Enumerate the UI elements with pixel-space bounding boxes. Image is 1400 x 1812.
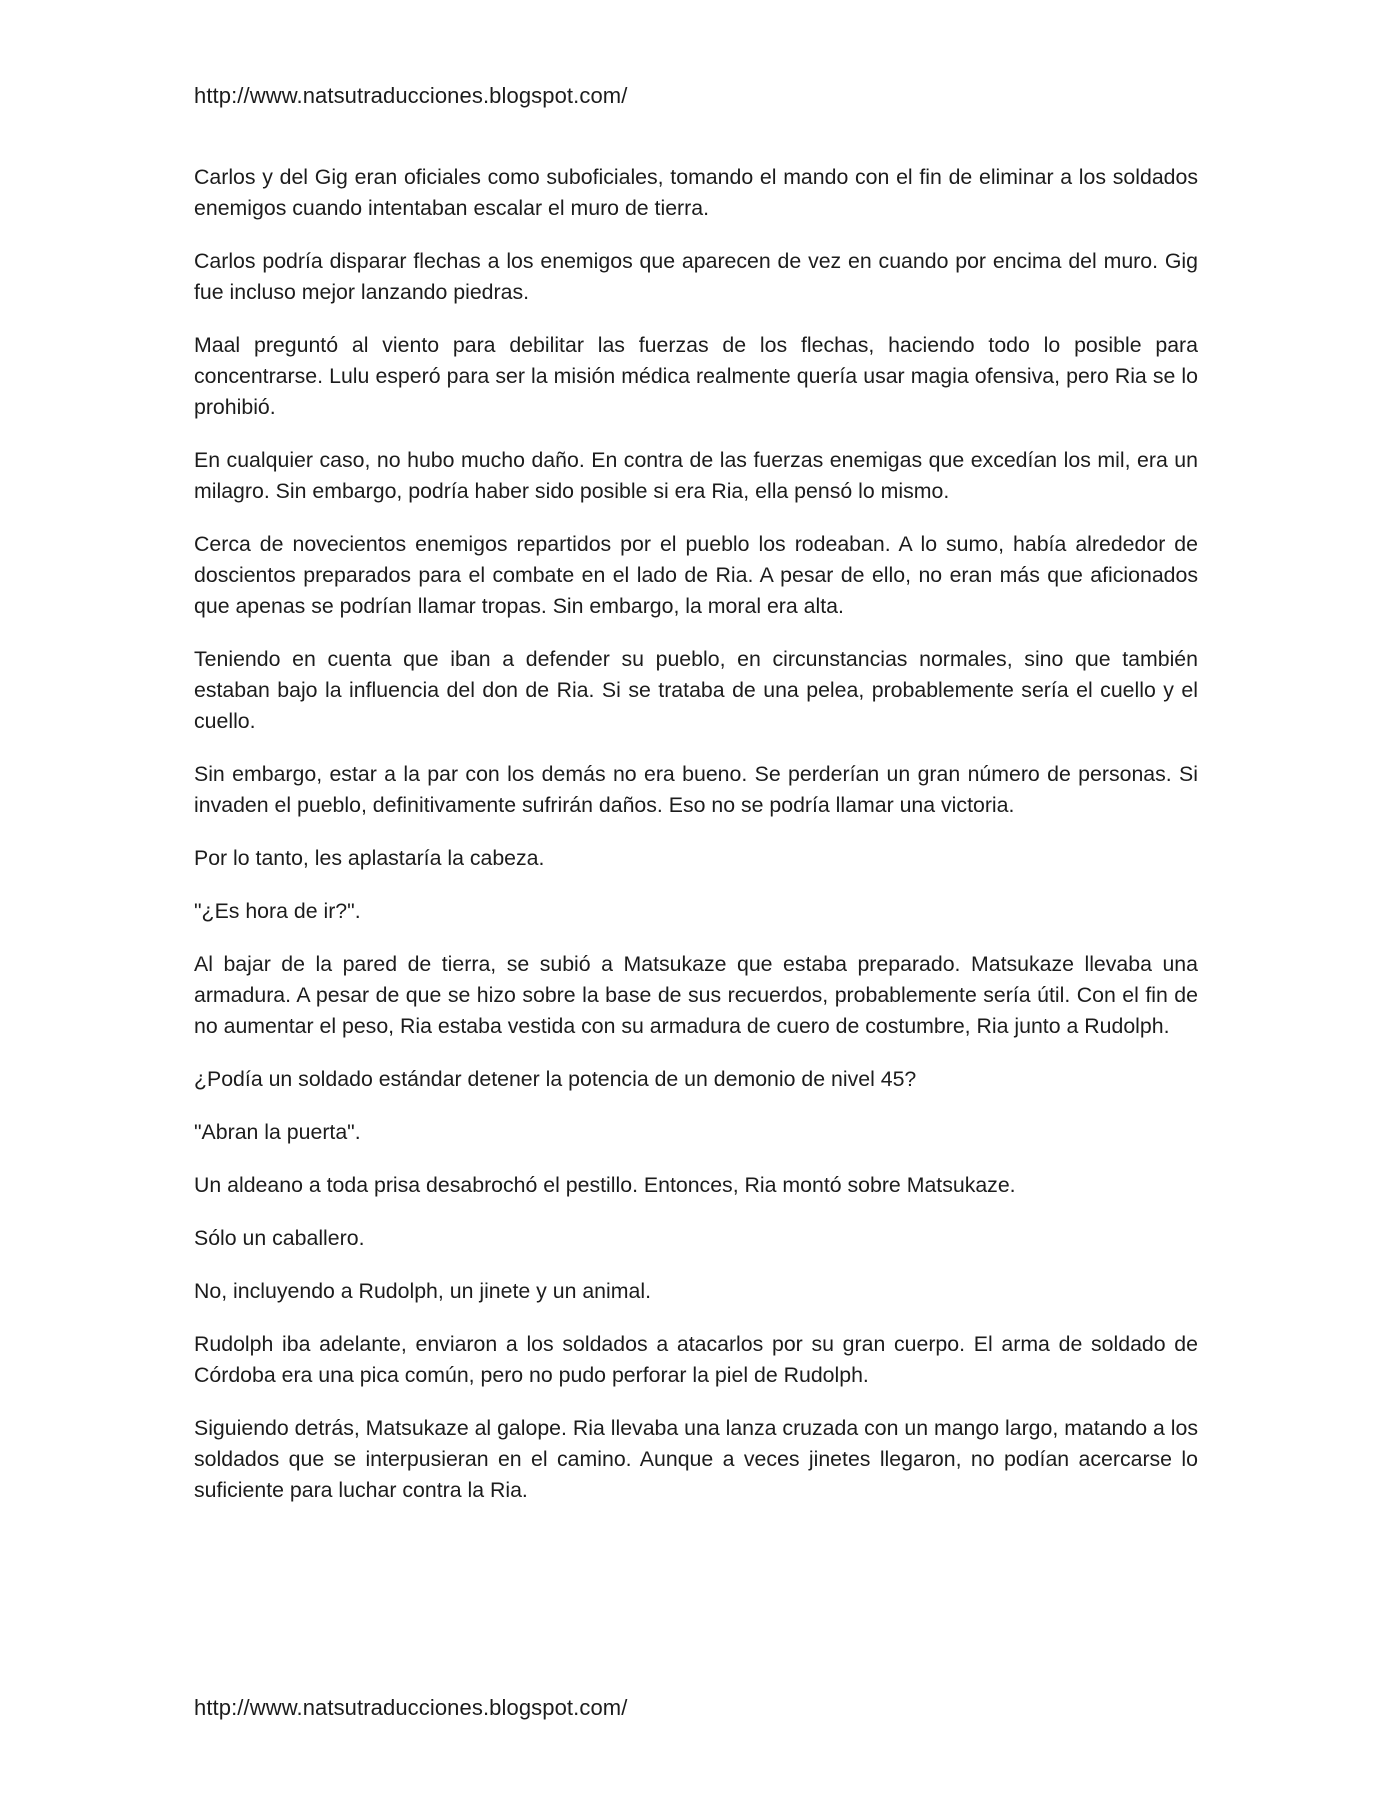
paragraph-2: Carlos podría disparar flechas a los enemigos que aparecen de vez en cuando por encima del muro. Gig fue incluso mejor lanzando piedras. [194, 249, 1198, 304]
paragraph-10: Al bajar de la pared de tierra, se subió a Matsukaze que estaba preparado. Matsukaze llevaba una armadura. A pesar de que se hizo sobre la base de sus recuerdos, probablemente sería útil. Con el fin de no aumentar el peso, Ria estaba vestida con su armadura de cuero de costumbre, Ria junto a Rudolph. [194, 952, 1198, 1038]
paragraph-14: Sólo un caballero. [194, 1226, 365, 1250]
paragraph-7: Sin embargo, estar a la par con los demás no era bueno. Se perderían un gran número de personas. Si invaden el pueblo, definitivamente sufrirán daños. Eso no se podría llamar una victoria. [194, 762, 1198, 817]
header-url: http://www.natsutraducciones.blogspot.com/ [194, 83, 628, 108]
body-text [194, 162, 1198, 1528]
paragraph-17: Siguiendo detrás, Matsukaze al galope. Ria llevaba una lanza cruzada con un mango largo, matando a los soldados que se interpusieran en el camino. Aunque a veces jinetes llegaron, no podían acercarse lo suficiente para luchar contra la Ria. [194, 1416, 1198, 1502]
paragraph-6: Teniendo en cuenta que iban a defender su pueblo, en circunstancias normales, sino que también estaban bajo la influencia del don de Ria. Si se trataba de una pelea, probablemente sería el cuello y el cuello. [194, 647, 1198, 733]
paragraph-9: "¿Es hora de ir?". [194, 899, 361, 923]
paragraph-4: En cualquier caso, no hubo mucho daño. En contra de las fuerzas enemigas que excedían los mil, era un milagro. Sin embargo, podría haber sido posible si era Ria, ella pensó lo mismo. [194, 448, 1198, 503]
paragraph-15: No, incluyendo a Rudolph, un jinete y un animal. [194, 1279, 651, 1303]
paragraph-13: Un aldeano a toda prisa desabrochó el pestillo. Entonces, Ria montó sobre Matsukaze. [194, 1173, 1016, 1197]
paragraph-5: Cerca de novecientos enemigos repartidos por el pueblo los rodeaban. A lo sumo, había alrededor de doscientos preparados para el combate en el lado de Ria. A pesar de ello, no eran más que aficionados que apenas se podrían llamar tropas. Sin embargo, la moral era alta. [194, 532, 1198, 618]
paragraph-12: "Abran la puerta". [194, 1120, 361, 1144]
paragraph-8: Por lo tanto, les aplastaría la cabeza. [194, 846, 545, 870]
paragraph-1: Carlos y del Gig eran oficiales como suboficiales, tomando el mando con el fin de eliminar a los soldados enemigos cuando intentaban escalar el muro de tierra. [194, 165, 1198, 220]
footer-url: http://www.natsutraducciones.blogspot.com/ [194, 1695, 628, 1720]
paragraph-16: Rudolph iba adelante, enviaron a los soldados a atacarlos por su gran cuerpo. El arma de soldado de Córdoba era una pica común, pero no pudo perforar la piel de Rudolph. [194, 1332, 1198, 1387]
paragraph-3: Maal preguntó al viento para debilitar las fuerzas de los flechas, haciendo todo lo posible para concentrarse. Lulu esperó para ser la misión médica realmente quería usar magia ofensiva, pero Ria se lo prohibió. [194, 333, 1198, 419]
paragraph-11: ¿Podía un soldado estándar detener la potencia de un demonio de nivel 45? [194, 1067, 917, 1091]
